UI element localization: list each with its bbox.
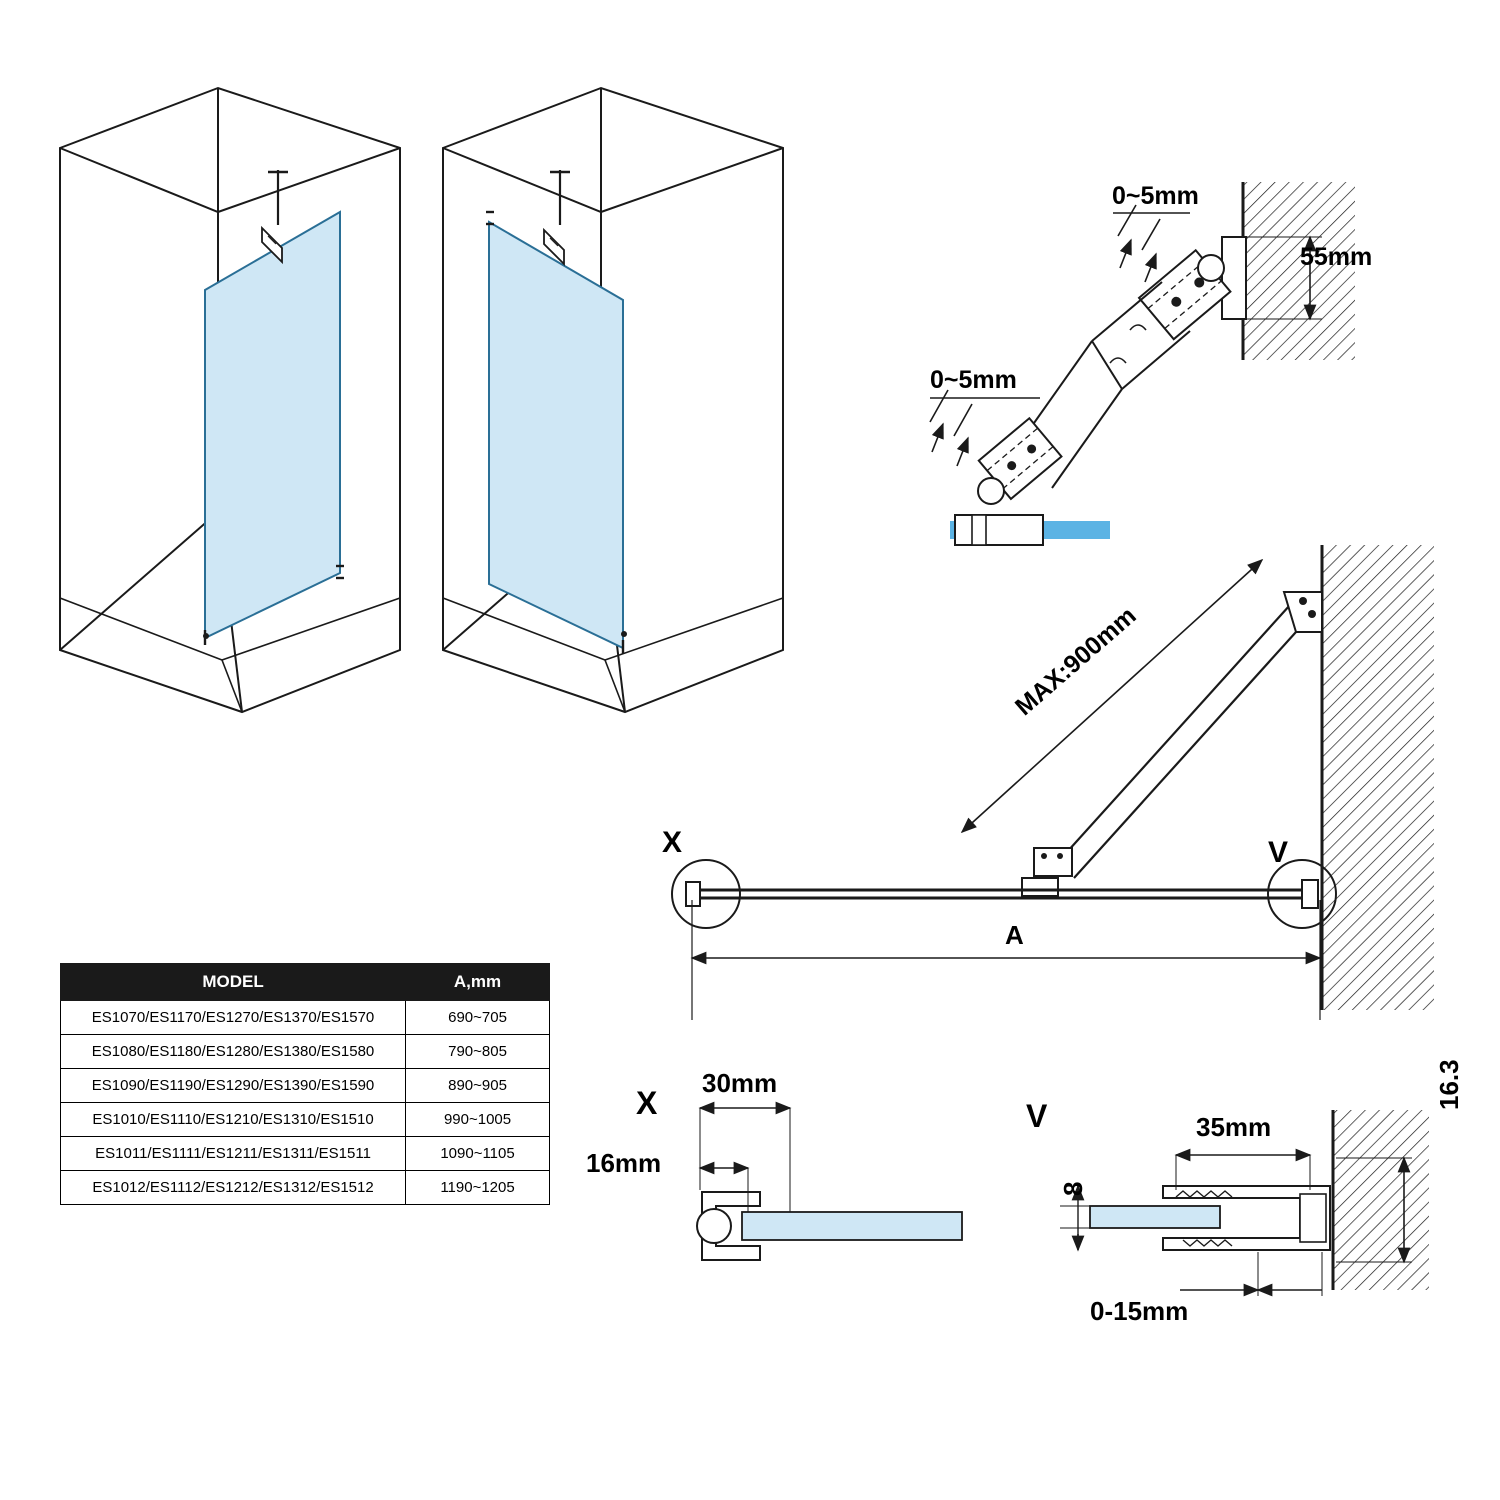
label-max-bar-length: MAX:900mm <box>1010 601 1142 722</box>
marker-detail-x-plan: X <box>662 826 683 859</box>
label-wall-adjust: 0-15mm <box>1090 1296 1189 1326</box>
cell-a: 890~905 <box>406 1069 550 1103</box>
bracket-detail-view <box>930 182 1355 545</box>
marker-detail-v-plan: V <box>1268 836 1289 869</box>
cell-a: 1190~1205 <box>406 1171 550 1205</box>
label-profile-x-inner: 16mm <box>586 1148 662 1178</box>
label-profile-v-height: 16.3 <box>1434 1059 1464 1110</box>
cell-model: ES1090/ES1190/ES1290/ES1390/ES1590 <box>61 1069 406 1103</box>
label-detail-x: X <box>636 1085 658 1121</box>
model-dimension-table <box>60 963 550 1205</box>
cell-model: ES1080/ES1180/ES1280/ES1380/ES1580 <box>61 1035 406 1069</box>
column-header-a: A,mm <box>406 964 550 1001</box>
detail-x-profile-section <box>697 1108 962 1260</box>
cell-model: ES1010/ES1110/ES1210/ES1310/ES1510 <box>61 1103 406 1137</box>
cell-a: 790~805 <box>406 1035 550 1069</box>
table-header-row <box>61 964 550 1001</box>
column-header-model: MODEL <box>61 964 406 1001</box>
label-bracket-gap-lower: 0~5mm <box>930 366 1017 394</box>
cell-a: 1090~1105 <box>406 1137 550 1171</box>
table-row <box>61 1103 550 1137</box>
label-profile-x-outer: 30mm <box>702 1068 778 1098</box>
label-glass-thickness: 8 <box>1058 1181 1088 1196</box>
table-row <box>61 1137 550 1171</box>
cell-model: ES1070/ES1170/ES1270/ES1370/ES1570 <box>61 1001 406 1035</box>
table-row <box>61 1001 550 1035</box>
cell-a: 690~705 <box>406 1001 550 1035</box>
table-row <box>61 1069 550 1103</box>
cell-a: 990~1005 <box>406 1103 550 1137</box>
table-row <box>61 1035 550 1069</box>
label-detail-v: V <box>1026 1098 1048 1134</box>
label-profile-v-width: 35mm <box>1196 1112 1272 1142</box>
label-bracket-gap-top: 0~5mm <box>1112 182 1199 210</box>
label-dimension-a: A <box>1005 920 1024 950</box>
label-wall-plate-height: 55mm <box>1300 243 1373 271</box>
cell-model: ES1012/ES1112/ES1212/ES1312/ES1512 <box>61 1171 406 1205</box>
isometric-view-left-hand <box>60 88 400 712</box>
isometric-view-right-hand <box>443 88 783 712</box>
table-row <box>61 1171 550 1205</box>
plan-view-with-support-bar <box>672 545 1434 1020</box>
cell-model: ES1011/ES1111/ES1211/ES1311/ES1511 <box>61 1137 406 1171</box>
